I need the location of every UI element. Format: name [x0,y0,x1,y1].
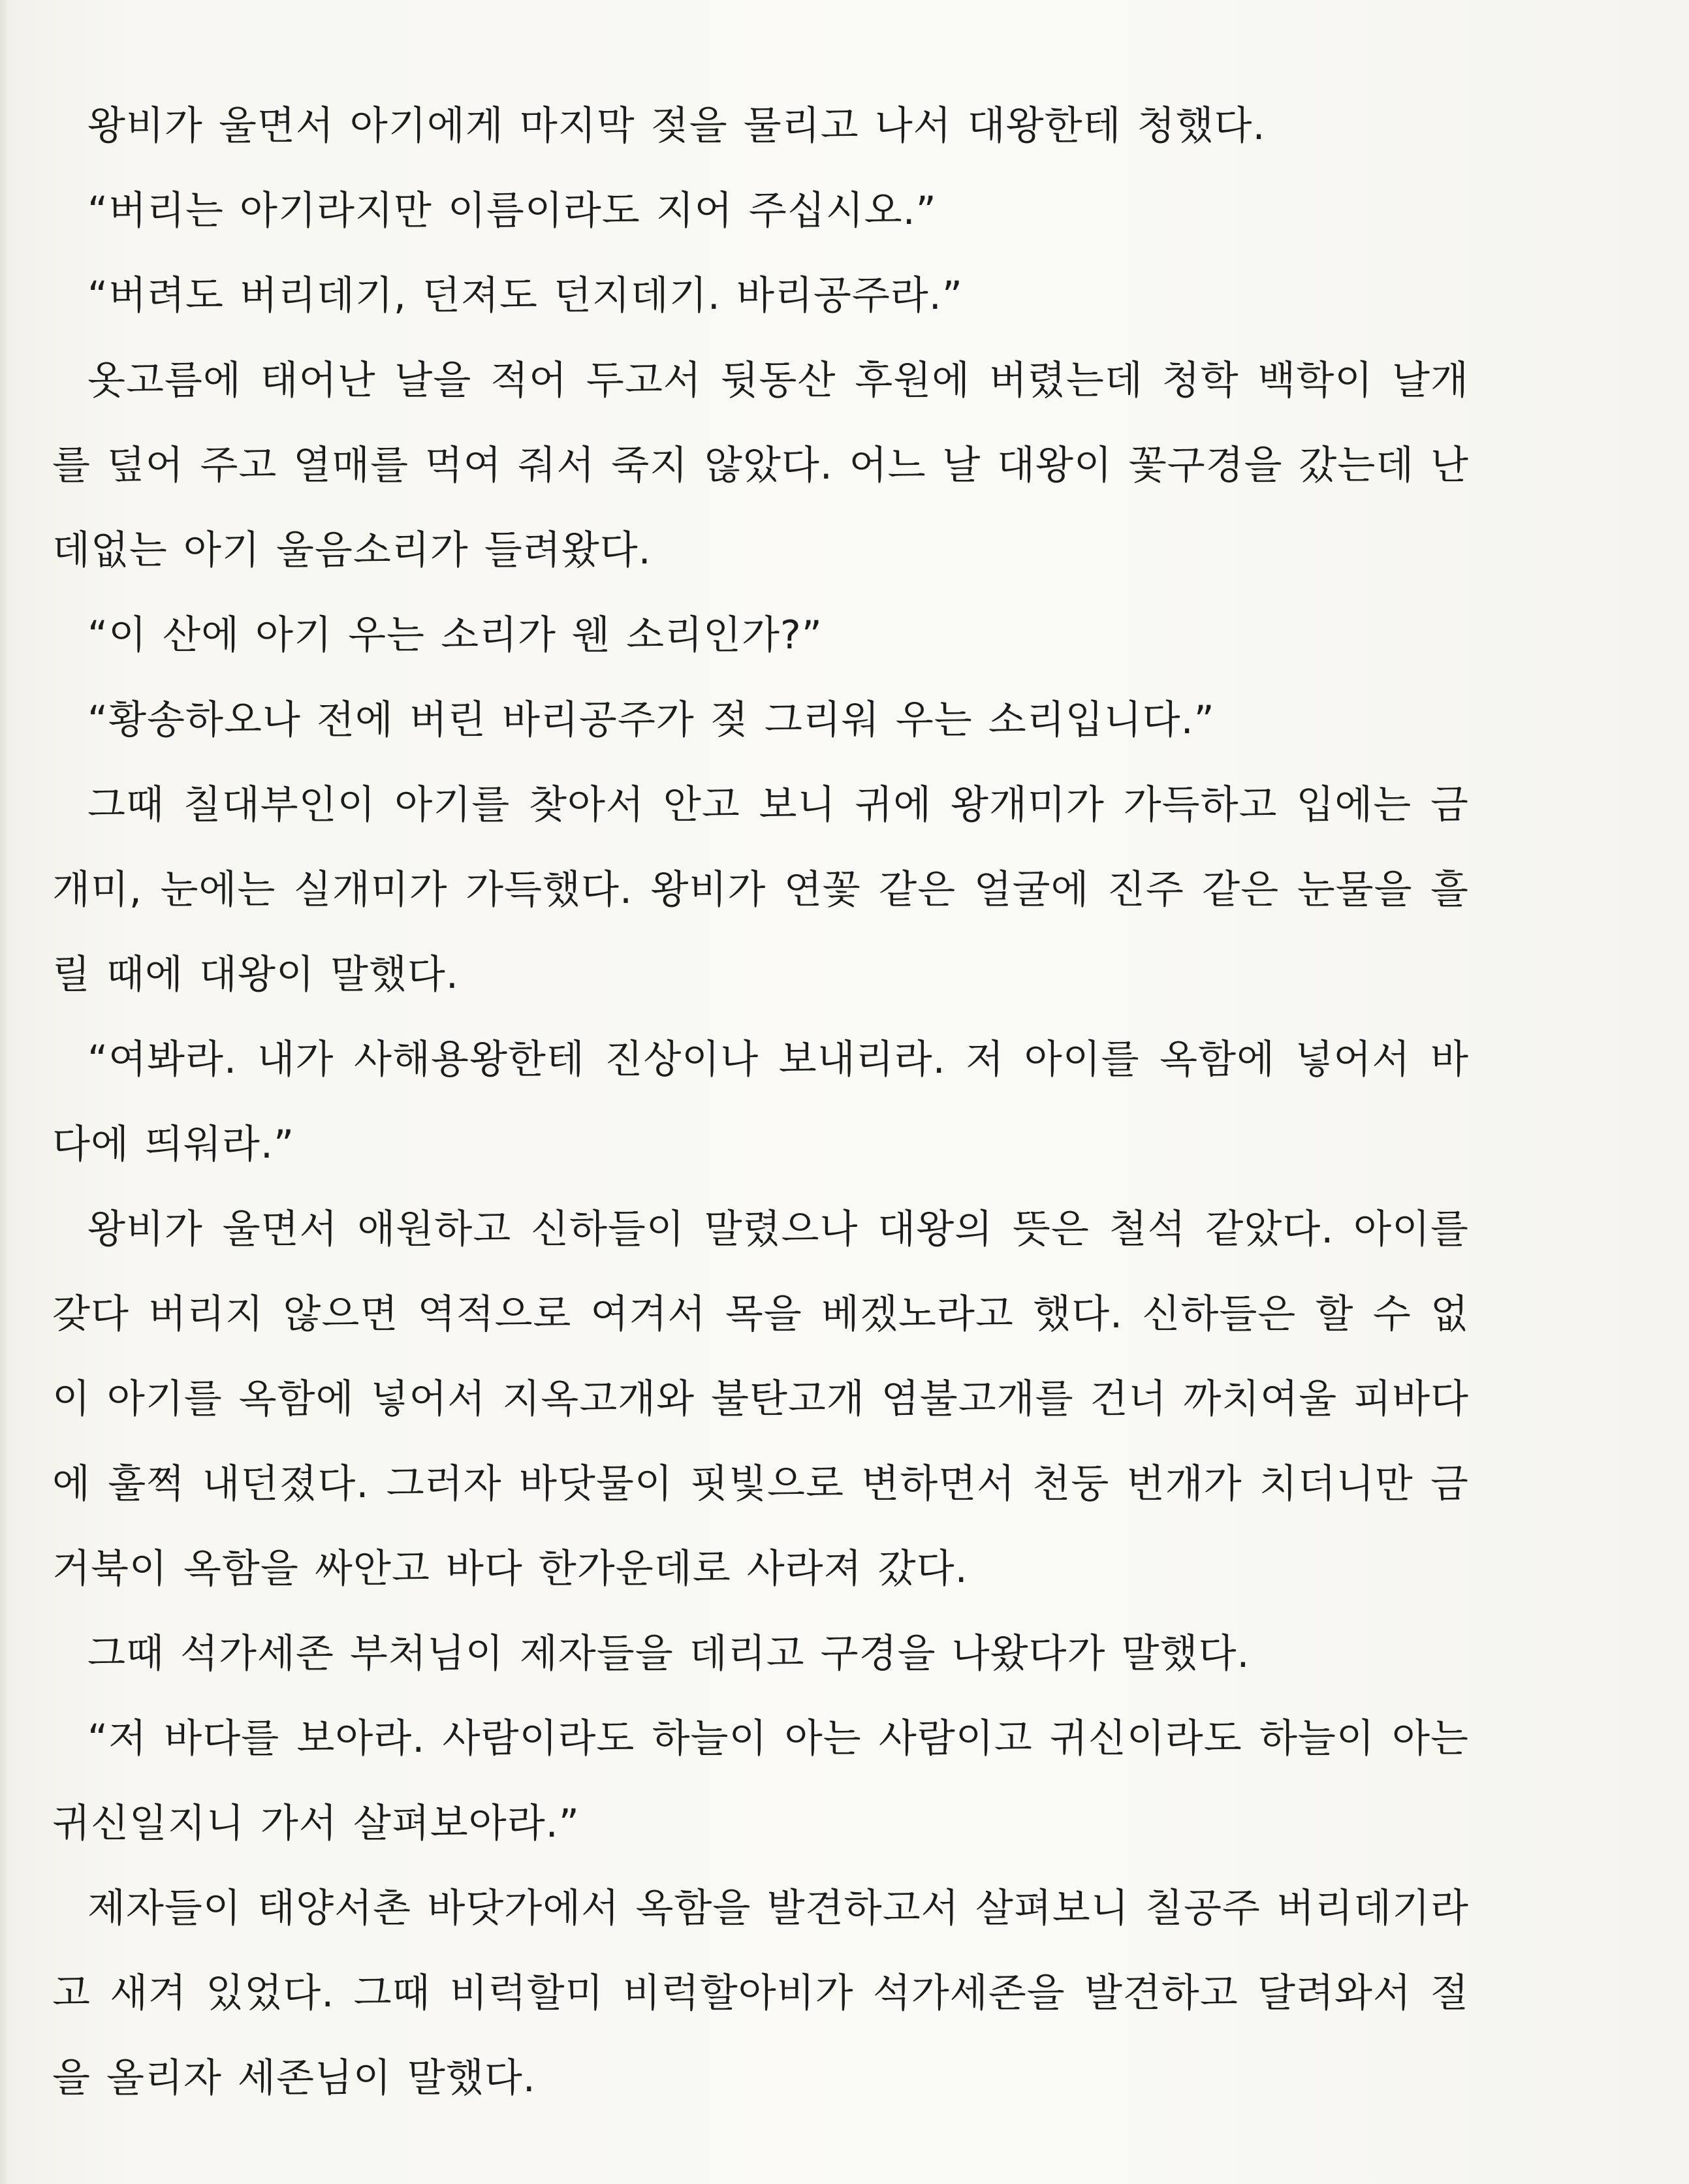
body-text [52,84,1469,2121]
page-binding-edge [0,0,9,2184]
paragraph-7: 그때 칠대부인이 아기를 찾아서 안고 보니 귀에 왕개미가 가득하고 입에는 금개미, 눈에는 실개미가 가득했다. 왕비가 연꽃 같은 얼굴에 진주 같은 눈물을 흘릴 때에 대왕이 말했다. [52,782,1469,998]
paragraph-5: “이 산에 아기 우는 소리가 웬 소리인가?” [87,612,823,658]
paragraph-12: 제자들이 태양서촌 바닷가에서 옥함을 발견하고서 살펴보니 칠공주 버리데기라고 새겨 있었다. 그때 비럭할미 비럭할아비가 석가세존을 발견하고 달려와서 절을 올리자 세존님이 말했다. [52,1886,1469,2101]
paragraph-10: 그때 석가세존 부처님이 제자들을 데리고 구경을 나왔다가 말했다. [87,1631,1250,1677]
paragraph-9: 왕비가 울면서 애원하고 신하들이 말렸으나 대왕의 뜻은 철석 같았다. 아이를 갖다 버리지 않으면 역적으로 여겨서 목을 베겠노라고 했다. 신하들은 할 수 없이 아기를 옥함에 넣어서 지옥고개와 불탄고개 염불고개를 건너 까치여울 피바다에 훌쩍 내던졌다. 그러자 바닷물이 핏빛으로 변하면서 천둥 번개가 치더니만 금거북이 옥함을 싸안고 바다 한가운데로 사라져 갔다. [52,1207,1469,1592]
paragraph-1: 왕비가 울면서 아기에게 마지막 젖을 물리고 나서 대왕한테 청했다. [87,103,1266,149]
paragraph-4: 옷고름에 태어난 날을 적어 두고서 뒷동산 후원에 버렸는데 청학 백학이 날개를 덮어 주고 열매를 먹여 줘서 죽지 않았다. 어느 날 대왕이 꽃구경을 갔는데 난데없는 아기 울음소리가 들려왔다. [52,358,1469,573]
paragraph-8: “여봐라. 내가 사해용왕한테 진상이나 보내리라. 저 아이를 옥함에 넣어서 바다에 띄워라.” [52,1037,1469,1167]
paragraph-2: “버리는 아기라지만 이름이라도 지어 주십시오.” [87,188,937,234]
paragraph-6: “황송하오나 전에 버린 바리공주가 젖 그리워 우는 소리입니다.” [87,697,1215,743]
paragraph-3: “버려도 버리데기, 던져도 던지데기. 바리공주라.” [87,273,963,319]
paragraph-11: “저 바다를 보아라. 사람이라도 하늘이 아는 사람이고 귀신이라도 하늘이 아는 귀신일지니 가서 살펴보아라.” [52,1716,1469,1846]
